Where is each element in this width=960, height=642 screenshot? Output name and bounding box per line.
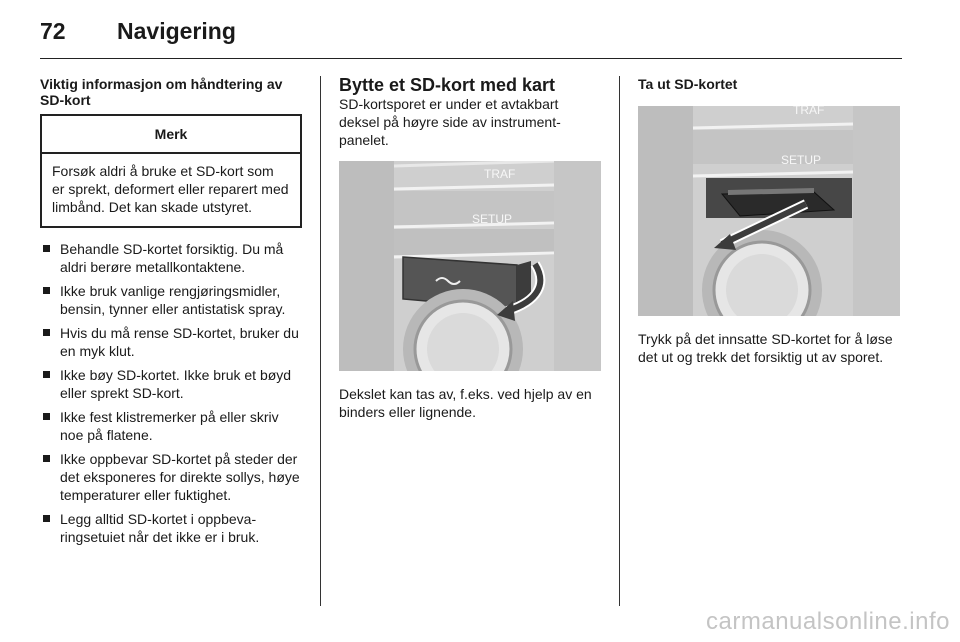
cover-removal-figure (339, 161, 601, 371)
setup-label: SETUP (781, 153, 822, 167)
sd-removal-figure (638, 106, 900, 316)
bullet-item: Legg alltid SD-kortet i oppbevaringsetuiet når det ikke er i bruk. (40, 510, 302, 546)
figure-caption: Trykk på det innsatte SD-kortet for å løse det ut og trekk det forsiktig ut av sporet. (638, 331, 893, 365)
remove-subheading: Ta ut SD-kortet (638, 76, 738, 92)
column-2 (339, 76, 601, 421)
traf-label: TRAF (793, 106, 825, 117)
watermark: carmanualsonline.info (706, 608, 950, 635)
intro-text: SD-kortsporet er under et avtakbart deksel på høyre side av instrumentpanelet. (339, 96, 561, 148)
note-title: Merk (42, 116, 300, 154)
traf-label: TRAF (484, 167, 516, 181)
bullet-item: Hvis du må rense SD-kortet, bruker du en myk klut. (40, 324, 302, 360)
page-title: Navigering (117, 18, 236, 44)
bullet-item: Ikke bruk vanlige rengjøringsmidler, bensin, tynner eller antistatisk spray. (40, 282, 302, 318)
bullet-item: Ikke fest klistremerker på eller skriv noe på flatene. (40, 408, 302, 444)
setup-label: SETUP (472, 212, 513, 226)
column-3 (638, 76, 900, 366)
handling-bullet-list (40, 240, 302, 546)
page-header (40, 14, 902, 54)
bullet-item: Behandle SD-kortet forsiktig. Du må aldri berøre metallkontaktene. (40, 240, 302, 276)
handling-subheading: Viktig informasjon om håndtering av SD-kort (40, 76, 283, 108)
section-title: Bytte et SD-kort med kart (339, 75, 556, 95)
column-1 (40, 76, 302, 552)
figure-caption: Dekslet kan tas av, f.eks. ved hjelp av en binders eller lignende. (339, 386, 592, 420)
header-rule (40, 58, 902, 59)
note-box (40, 114, 302, 228)
bullet-item: Ikke oppbevar SD-kortet på steder der det eksponeres for direkte sollys, høye temperaturer eller fuktighet. (40, 450, 302, 504)
column-divider-1 (320, 76, 321, 606)
page-number: 72 (40, 18, 66, 44)
bullet-item: Ikke bøy SD-kortet. Ikke bruk et bøyd eller sprekt SD-kort. (40, 366, 302, 402)
column-divider-2 (619, 76, 620, 606)
note-text: Forsøk aldri å bruke et SD-kort som er sprekt, deformert eller reparert med limbånd. Det kan skade utstyret. (52, 163, 289, 215)
